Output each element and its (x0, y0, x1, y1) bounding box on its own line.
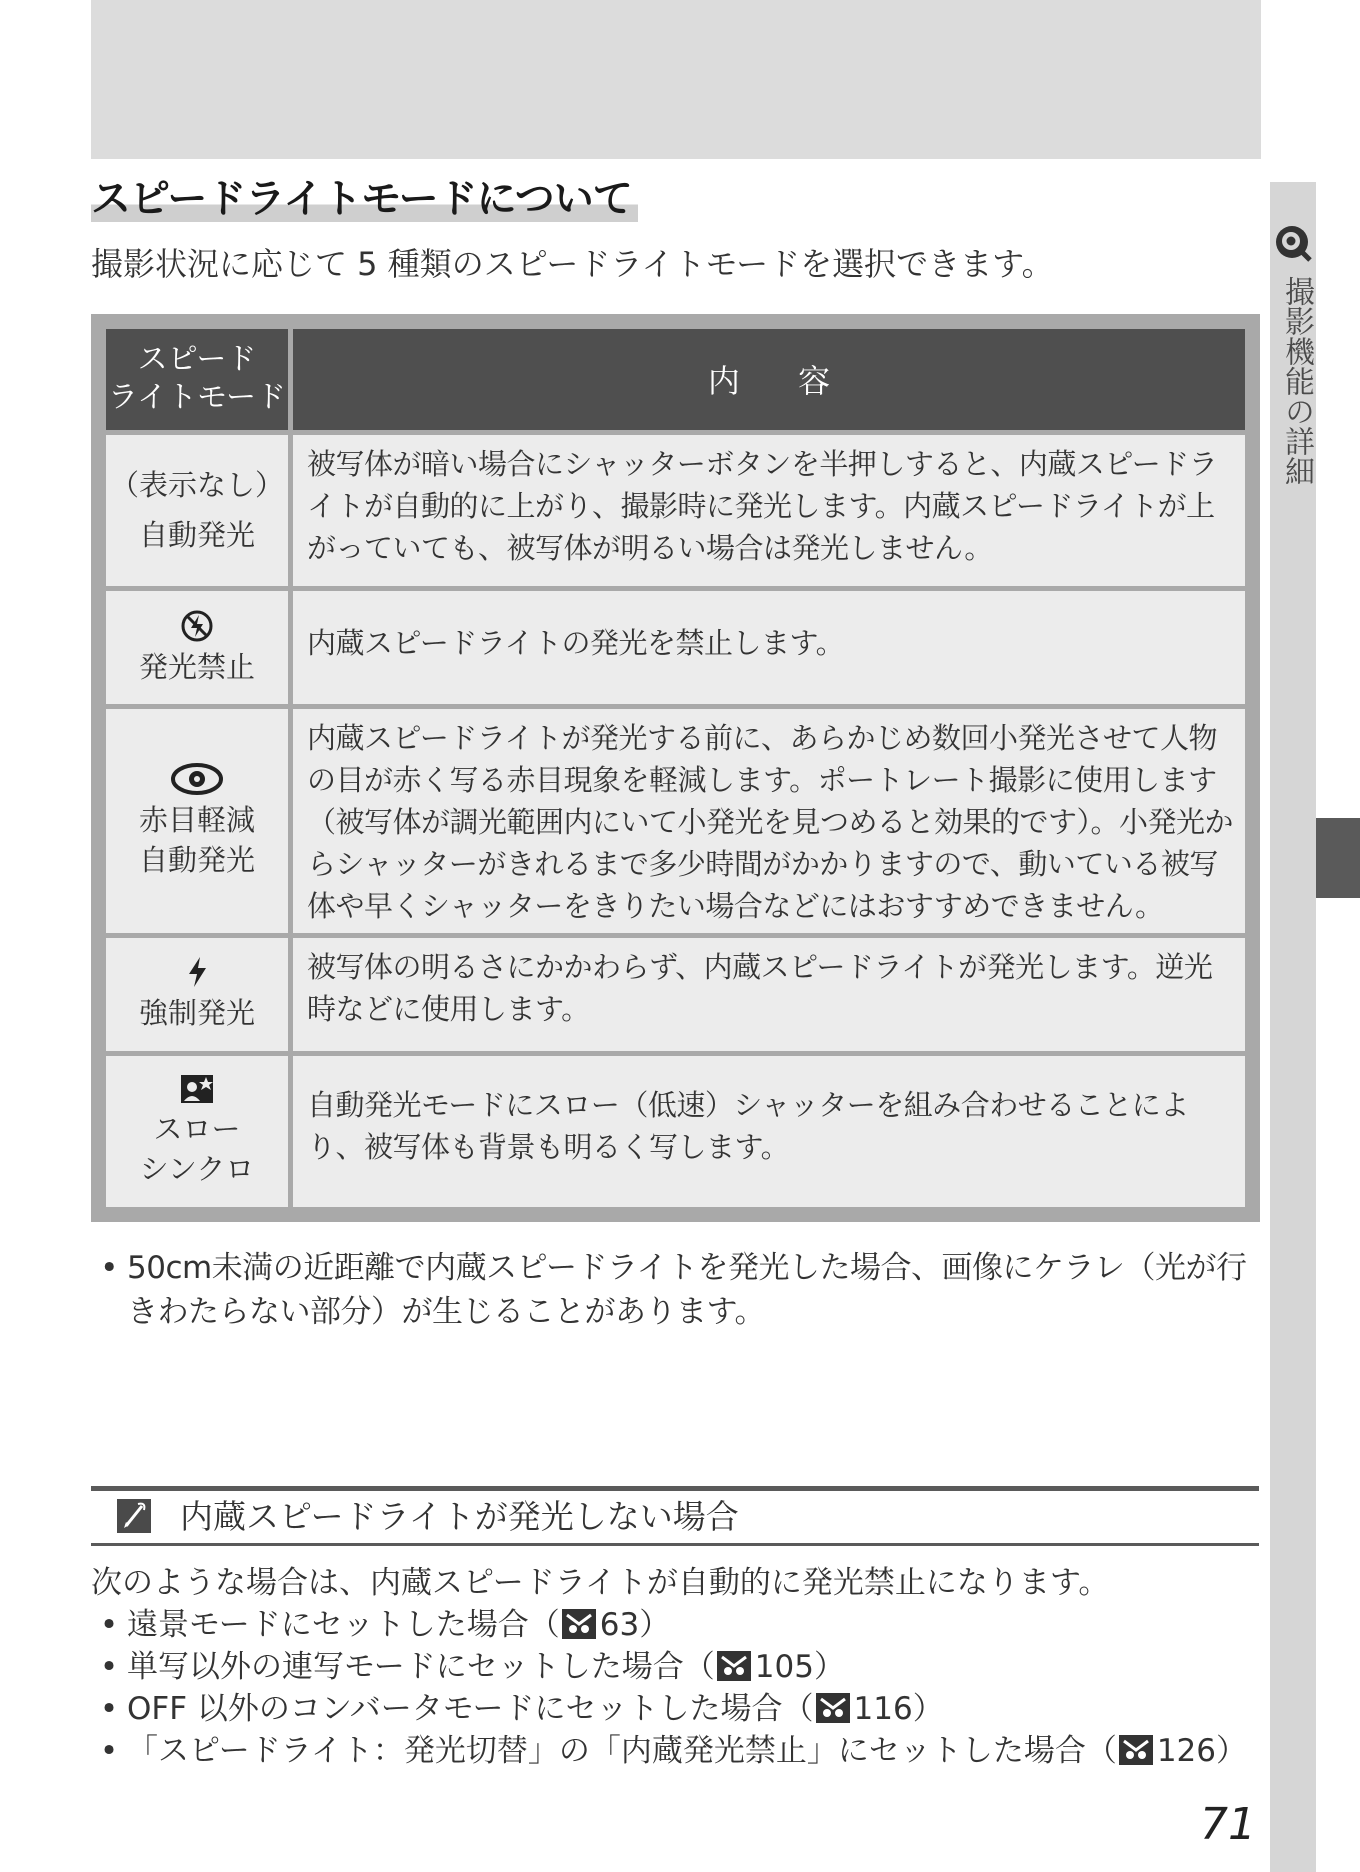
top-band (91, 0, 1261, 159)
page-reference-icon[interactable] (816, 1693, 850, 1723)
content-cell: 被写体が暗い場合にシャッターボタンを半押しすると、内蔵スピードライトが自動的に上がり、撮影時に発光します。内蔵スピードライトが上がっていても、被写体が明るい場合は発光しません。 (293, 435, 1245, 586)
section-title: スピードライトモードについて (91, 176, 638, 222)
mode-label: 赤目軽減 (138, 802, 255, 837)
header-content: 内 容 (293, 329, 1245, 430)
page-ref-number[interactable]: 126 (1156, 1733, 1216, 1769)
content-cell: 内蔵スピードライトが発光する前に、あらかじめ数回小発光させて人物の目が赤く写る赤目現象を軽減します。ポートレート撮影に使用します（被写体が調光範囲内にいて小発光を見つめると効果的です）。小発光からシャッターがきれるまで多少時間がかかりますので、動いている被写体や早くシャッターをきりたい場合などにはおすすめできません。 (293, 709, 1245, 933)
bullet: • (99, 1649, 119, 1685)
table-row (106, 1056, 1245, 1207)
content-cell: 内蔵スピードライトの発光を禁止します。 (293, 591, 1245, 704)
list-item-close: ） (639, 1607, 671, 1643)
list-item-close: ） (813, 1649, 845, 1685)
red-eye-icon (170, 762, 224, 796)
page-reference-icon[interactable] (1119, 1735, 1153, 1765)
header-mode-line1: スピード (137, 342, 257, 378)
table-row (106, 591, 1245, 704)
list-item-close: ） (912, 1691, 944, 1727)
page-ref-number[interactable]: 116 (853, 1691, 913, 1727)
mode-label: 発光禁止 (138, 649, 255, 684)
mode-label: シンクロ (139, 1152, 255, 1187)
note-text: 50cm未満の近距離で内蔵スピードライトを発光した場合、画像にケラレ（光が行きわたらない部分）が生じることがあります。 (127, 1250, 1247, 1330)
list-item-text: 遠景モードにセットした場合（ (127, 1607, 560, 1643)
subheading-rule-top (91, 1486, 1259, 1491)
table-row (106, 435, 1245, 586)
mode-label: （表示なし） (109, 468, 284, 503)
list-item (91, 1604, 1271, 1646)
mode-label: 自動発光 (138, 518, 255, 553)
page-reference-icon[interactable] (717, 1651, 751, 1681)
mode-cell (106, 938, 288, 1051)
page-ref-number[interactable]: 63 (599, 1607, 640, 1643)
content-cell: 被写体の明るさにかかわらず、内蔵スピードライトが発光します。逆光時などに使用します。 (293, 938, 1245, 1051)
mode-label: 強制発光 (138, 996, 255, 1031)
page-number: 71 (1200, 1799, 1256, 1850)
mode-cell (106, 709, 288, 933)
mode-label: スロー (153, 1112, 241, 1147)
table-header-row (106, 329, 1245, 430)
content-cell: 自動発光モードにスロー（低速）シャッターを組み合わせることにより、被写体も背景も明るく写します。 (293, 1056, 1245, 1207)
list-item-text: 単写以外の連写モードにセットした場合（ (127, 1649, 715, 1685)
mode-cell (106, 1056, 288, 1207)
header-mode-line2: ライトモード (108, 380, 286, 416)
mode-label: 自動発光 (138, 842, 255, 877)
flash-mode-table (91, 314, 1260, 1222)
magnifier-icon (1272, 222, 1314, 264)
flash-off-icon (180, 609, 214, 643)
header-mode (106, 329, 288, 430)
side-tab-label: 撮影機能の詳細 (1279, 276, 1314, 486)
subheading-rule-bottom (91, 1543, 1259, 1546)
bullet: • (99, 1733, 119, 1769)
list-item (91, 1730, 1271, 1772)
note-paragraph (91, 1246, 1261, 1334)
list-item (91, 1646, 1271, 1688)
condition-list (91, 1604, 1271, 1772)
side-chapter-marker (1316, 818, 1360, 898)
section-intro: 撮影状況に応じて 5 種類のスピードライトモードを選択できます。 (91, 245, 1054, 283)
slow-sync-icon (179, 1073, 215, 1105)
list-item (91, 1688, 1271, 1730)
bullet: • (99, 1607, 119, 1643)
page-ref-number[interactable]: 105 (754, 1649, 814, 1685)
list-item-text: OFF 以外のコンバータモードにセットした場合（ (127, 1691, 814, 1727)
table-row (106, 709, 1245, 933)
list-item-text: 「スピードライト：発光切替」の「内蔵発光禁止」にセットした場合（ (127, 1733, 1117, 1769)
flash-on-icon (185, 955, 209, 989)
pencil-note-icon (116, 1498, 152, 1534)
bullet: • (100, 1250, 118, 1286)
mode-cell (106, 435, 288, 586)
list-item-close: ） (1216, 1733, 1247, 1769)
bullet: • (99, 1691, 119, 1727)
mode-cell (106, 591, 288, 704)
table-row (106, 938, 1245, 1051)
page-reference-icon[interactable] (562, 1609, 596, 1639)
subsection-title: 内蔵スピードライトが発光しない場合 (180, 1497, 739, 1536)
subsection-intro: 次のような場合は、内蔵スピードライトが自動的に発光禁止になります。 (91, 1565, 1110, 1601)
